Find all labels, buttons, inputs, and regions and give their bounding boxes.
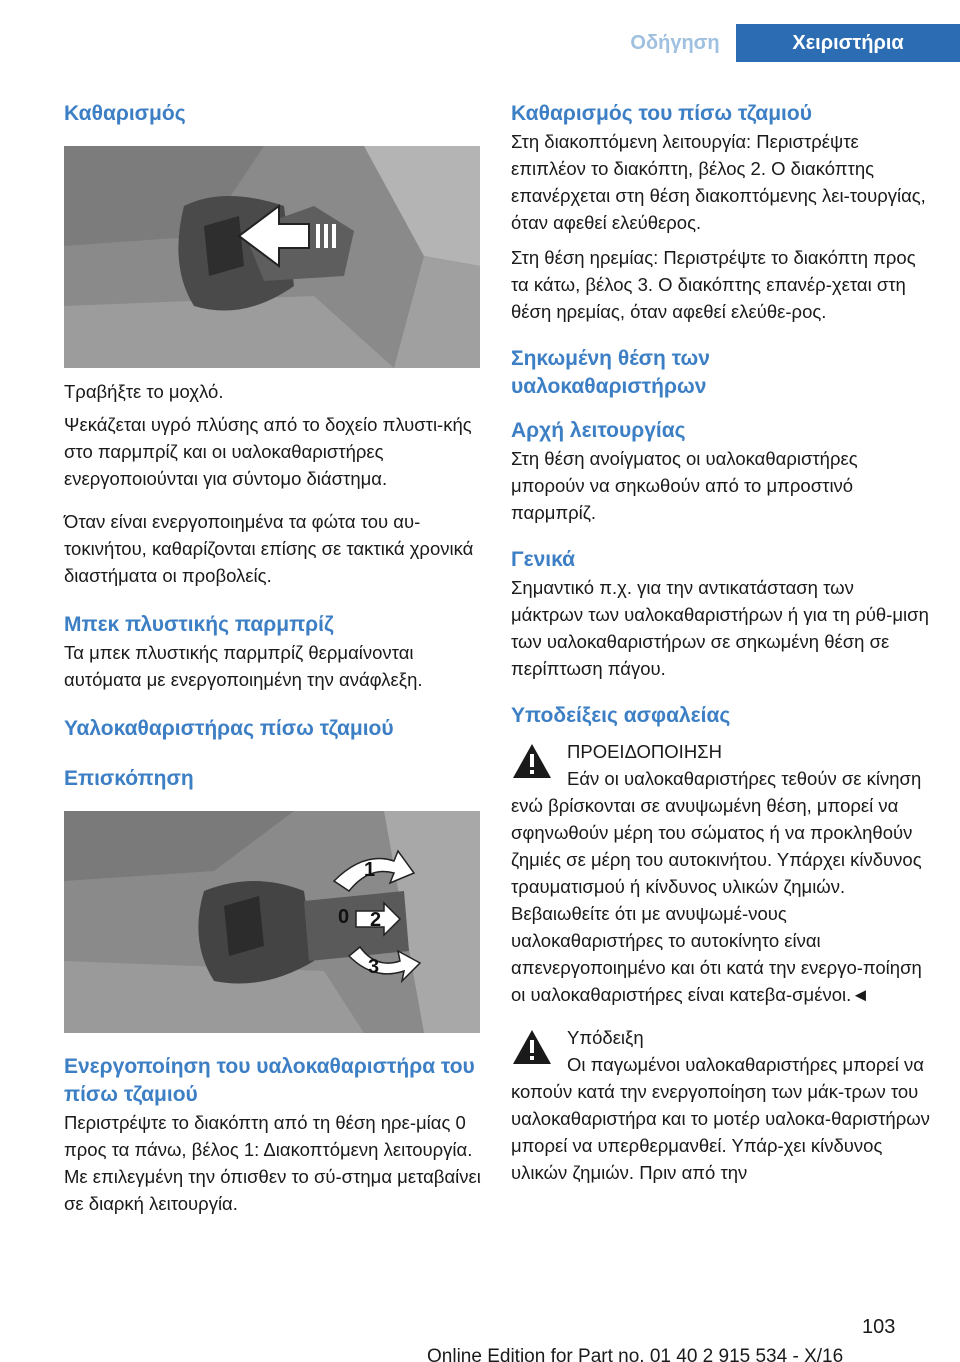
tab-driving[interactable] [614,24,736,62]
notice-text: Οι παγωμένοι υαλοκαθαριστήρες μπορεί να κοπούν κατά την ενεργοποίηση των μάκ-τρων του υαλοκαθαριστήρα και το μοτέρ υαλοκα-θαριστήρων μπορεί να υπερθερμανθεί. Υπάρ-χει κίνδυνος υλικών ζημιών. Πριν από την [511,1054,930,1183]
figure-wiper-stalk-pull [64,146,480,368]
notice-title: Υπόδειξη [567,1027,644,1048]
text-headlights: Όταν είναι ενεργοποιημένα τα φώτα του αυ-τοκινήτου, καθαρίζονται επίσης σε τακτικά χρονικά διαστήματα οι προβολείς. [64,511,474,586]
heading-overview: Επισκόπηση [64,767,194,790]
heading-general: Γενικά [511,548,576,571]
heading-principle: Αρχή λειτουργίας [511,419,686,442]
warning-icon [511,1028,553,1066]
text-spray: Ψεκάζεται υγρό πλύσης από το δοχείο πλυστι-κής στο παρμπρίζ και οι υαλοκαθαριστήρες ενεργοποιούνται για σύντομο διάστημα. [64,414,472,489]
warning-icon [511,742,553,780]
label-position-2: 2 [370,909,382,931]
heading-washer-nozzles: Μπεκ πλυστικής παρμπρίζ [64,613,334,636]
label-position-1: 1 [364,859,376,881]
text-activate-rear-wiper: Περιστρέψτε το διακόπτη από τη θέση ηρε-μίας 0 προς τα πάνω, βέλος 1: Διακοπτόμενη λειτουργία. Με επιλεγμένη την όπισθεν το σύ-στημα μεταβαίνει σε διαρκή λειτουργία. [64,1112,481,1214]
text-washer-nozzles: Τα μπεκ πλυστικής παρμπρίζ θερμαίνονται αυτόματα με ενεργοποιημένη την ανάφλεξη. [64,642,423,690]
text-pull: Τραβήξτε το μοχλό. [64,381,224,402]
left-column [64,100,484,1217]
text-principle: Στη θέση ανοίγματος οι υαλοκαθαριστήρες μπορούν να σηκωθούν από το μπροστινό παρμπρίζ. [511,448,858,523]
text-rear-clean-intermittent: Στη διακοπτόμενη λειτουργία: Περιστρέψτε επιπλέον το διακόπτη, βέλος 2. Ο διακόπτης επανέρχεται στη θέση διακοπτόμενης λει-τουργίας, όταν αφεθεί ελεύθερος. [511,131,926,233]
tab-driving-label: Οδήγηση [630,32,720,54]
heading-rear-window-cleaning: Καθαρισμός του πίσω τζαμιού [511,102,812,125]
figure-rear-wiper-stalk [64,811,480,1033]
warning-block [511,738,931,1008]
warning-title: ΠΡΟΕΙΔΟΠΟΙΗΣΗ [567,741,722,762]
right-column [511,100,931,1186]
rear-wiper-illustration [64,811,480,1033]
edition-line: Online Edition for Part no. 01 40 2 915 534 - X/16 [427,1346,844,1362]
text-rear-clean-rest: Στη θέση ηρεμίας: Περιστρέψτε το διακόπτη προς τα κάτω, βέλος 3. Ο διακόπτης επανέρ-χεται στη θέση ηρεμίας, όταν αφεθεί ελεύθε-ρος. [511,247,916,322]
text-general: Σημαντικό π.χ. για την αντικατάσταση των μάκτρων των υαλοκαθαριστήρων ή για τη ρύθ-μιση των υαλοκαθαριστήρων σε σηκωμένη θέση σε περίπτωση πάγου. [511,577,929,679]
heading-rear-wiper: Υαλοκαθαριστήρας πίσω τζαμιού [64,717,394,740]
warning-text: Εάν οι υαλοκαθαριστήρες τεθούν σε κίνηση ενώ βρίσκονται σε ανυψωμένη θέση, μπορεί να σφηνωθούν μέρη του σώματος ή να προκληθούν ζημιές σε μέρη του αυτοκινήτου. Υπάρχει κίνδυνος τραυματισμού ή κίνδυνος υλικών ζημιών. Βεβαιωθείτε ότι με ανυψωμέ-νους υαλοκαθαριστήρες το αυτοκίνητο είναι απενεργοποιημένο και ότι κατά την ενεργο-ποίηση οι υαλοκαθαριστήρες είναι κατεβα-σμένοι.◄ [511,768,922,1005]
heading-folded-position: Σηκωμένη θέση των υαλοκαθαριστήρων [511,347,710,398]
stalk-pull-illustration [64,146,480,368]
page-header [0,0,960,62]
tab-controls[interactable]: Χειριστήρια [736,24,960,62]
label-position-3: 3 [368,956,380,978]
notice-block [511,1024,931,1186]
heading-activate-rear-wiper: Ενεργοποίηση του υαλοκαθαριστήρα του πίσω τζαμιού [64,1055,475,1106]
page-number: 103 [862,1316,896,1338]
label-position-0: 0 [338,906,350,928]
heading-cleaning: Καθαρισμός [64,102,186,125]
heading-safety: Υποδείξεις ασφαλείας [511,704,731,727]
